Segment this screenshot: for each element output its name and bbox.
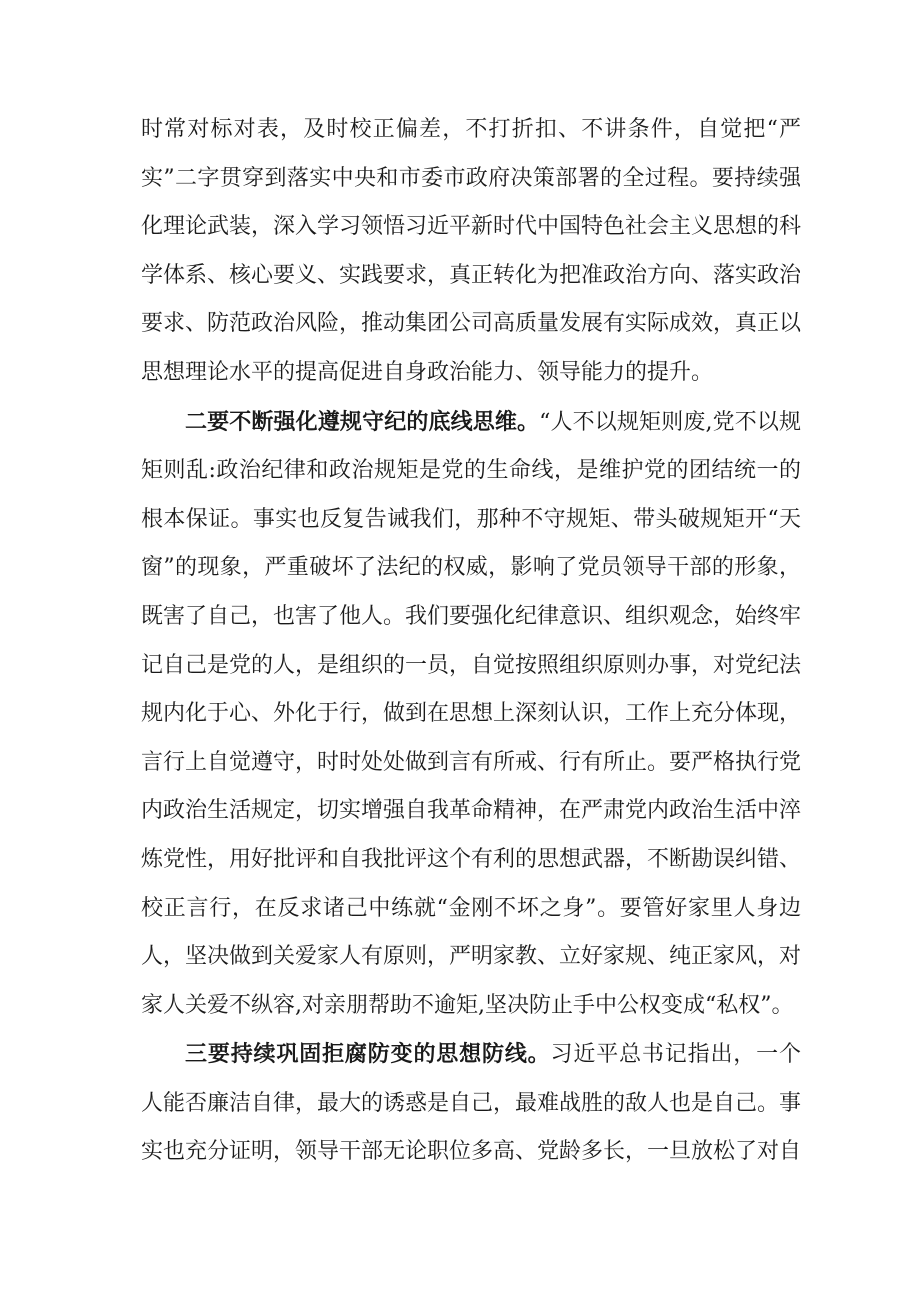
document-body [141, 106, 801, 1177]
paragraph-2-heading: 二要不断强化遵规守纪的底线思维。 [185, 408, 540, 435]
paragraph-2 [141, 398, 801, 1031]
paragraph-3 [141, 1030, 801, 1177]
paragraph-1-text: 时常对标对表，及时校正偏差，不打折扣、不讲条件，自觉把“严实”二字贯穿到落实中央和市委市政府决策部署的全过程。要持续强化理论武装，深入学习领悟习近平新时代中国特色社会主义思想的科学体系、核心要义、实践要求，真正转化为把准政治方向、落实政治要求、防范政治风险，推动集团公司高质量发展有实际成效，真正以思想理论水平的提高促进自身政治能力、领导能力的提升。 [141, 117, 802, 385]
paragraph-3-heading: 三要持续巩固拒腐防变的思想防线。 [185, 1041, 551, 1068]
paragraph-2-text: “人不以规矩则废,党不以规矩则乱:政治纪律和政治规矩是党的生命线，是维护党的团结统一的根本保证。事实也反复告诫我们，那种不守规矩、带头破规矩开“天窗”的现象，严重破坏了法纪的权威，影响了党员领导干部的形象，既害了自己，也害了他人。我们要强化纪律意识、组织观念，始终牢记自己是党的人，是组织的一员，自觉按照组织原则办事，对党纪法规内化于心、外化于行，做到在思想上深刻认识，工作上充分体现，言行上自觉遵守，时时处处做到言有所戒、行有所止。要严格执行党内政治生活规定，切实增强自我革命精神，在严肃党内政治生活中淬炼党性，用好批评和自我批评这个有利的思想武器，不断勘误纠错、校正言行，在反求诸己中练就“金刚不坏之身”。要管好家里人身边人，坚决做到关爱家人有原则，严明家教、立好家规、纯正家风，对家人关爱不纵容,对亲朋帮助不逾矩,坚决防止手中公权变成“私权”。 [141, 409, 802, 1018]
paragraph-3-text: 习近平总书记指出，一个人能否廉洁自律，最大的诱惑是自己，最难战胜的敌人也是自己。事实也充分证明，领导干部无论职位多高、党龄多长，一旦放松了对自 [141, 1042, 802, 1165]
paragraph-1 [141, 106, 801, 398]
